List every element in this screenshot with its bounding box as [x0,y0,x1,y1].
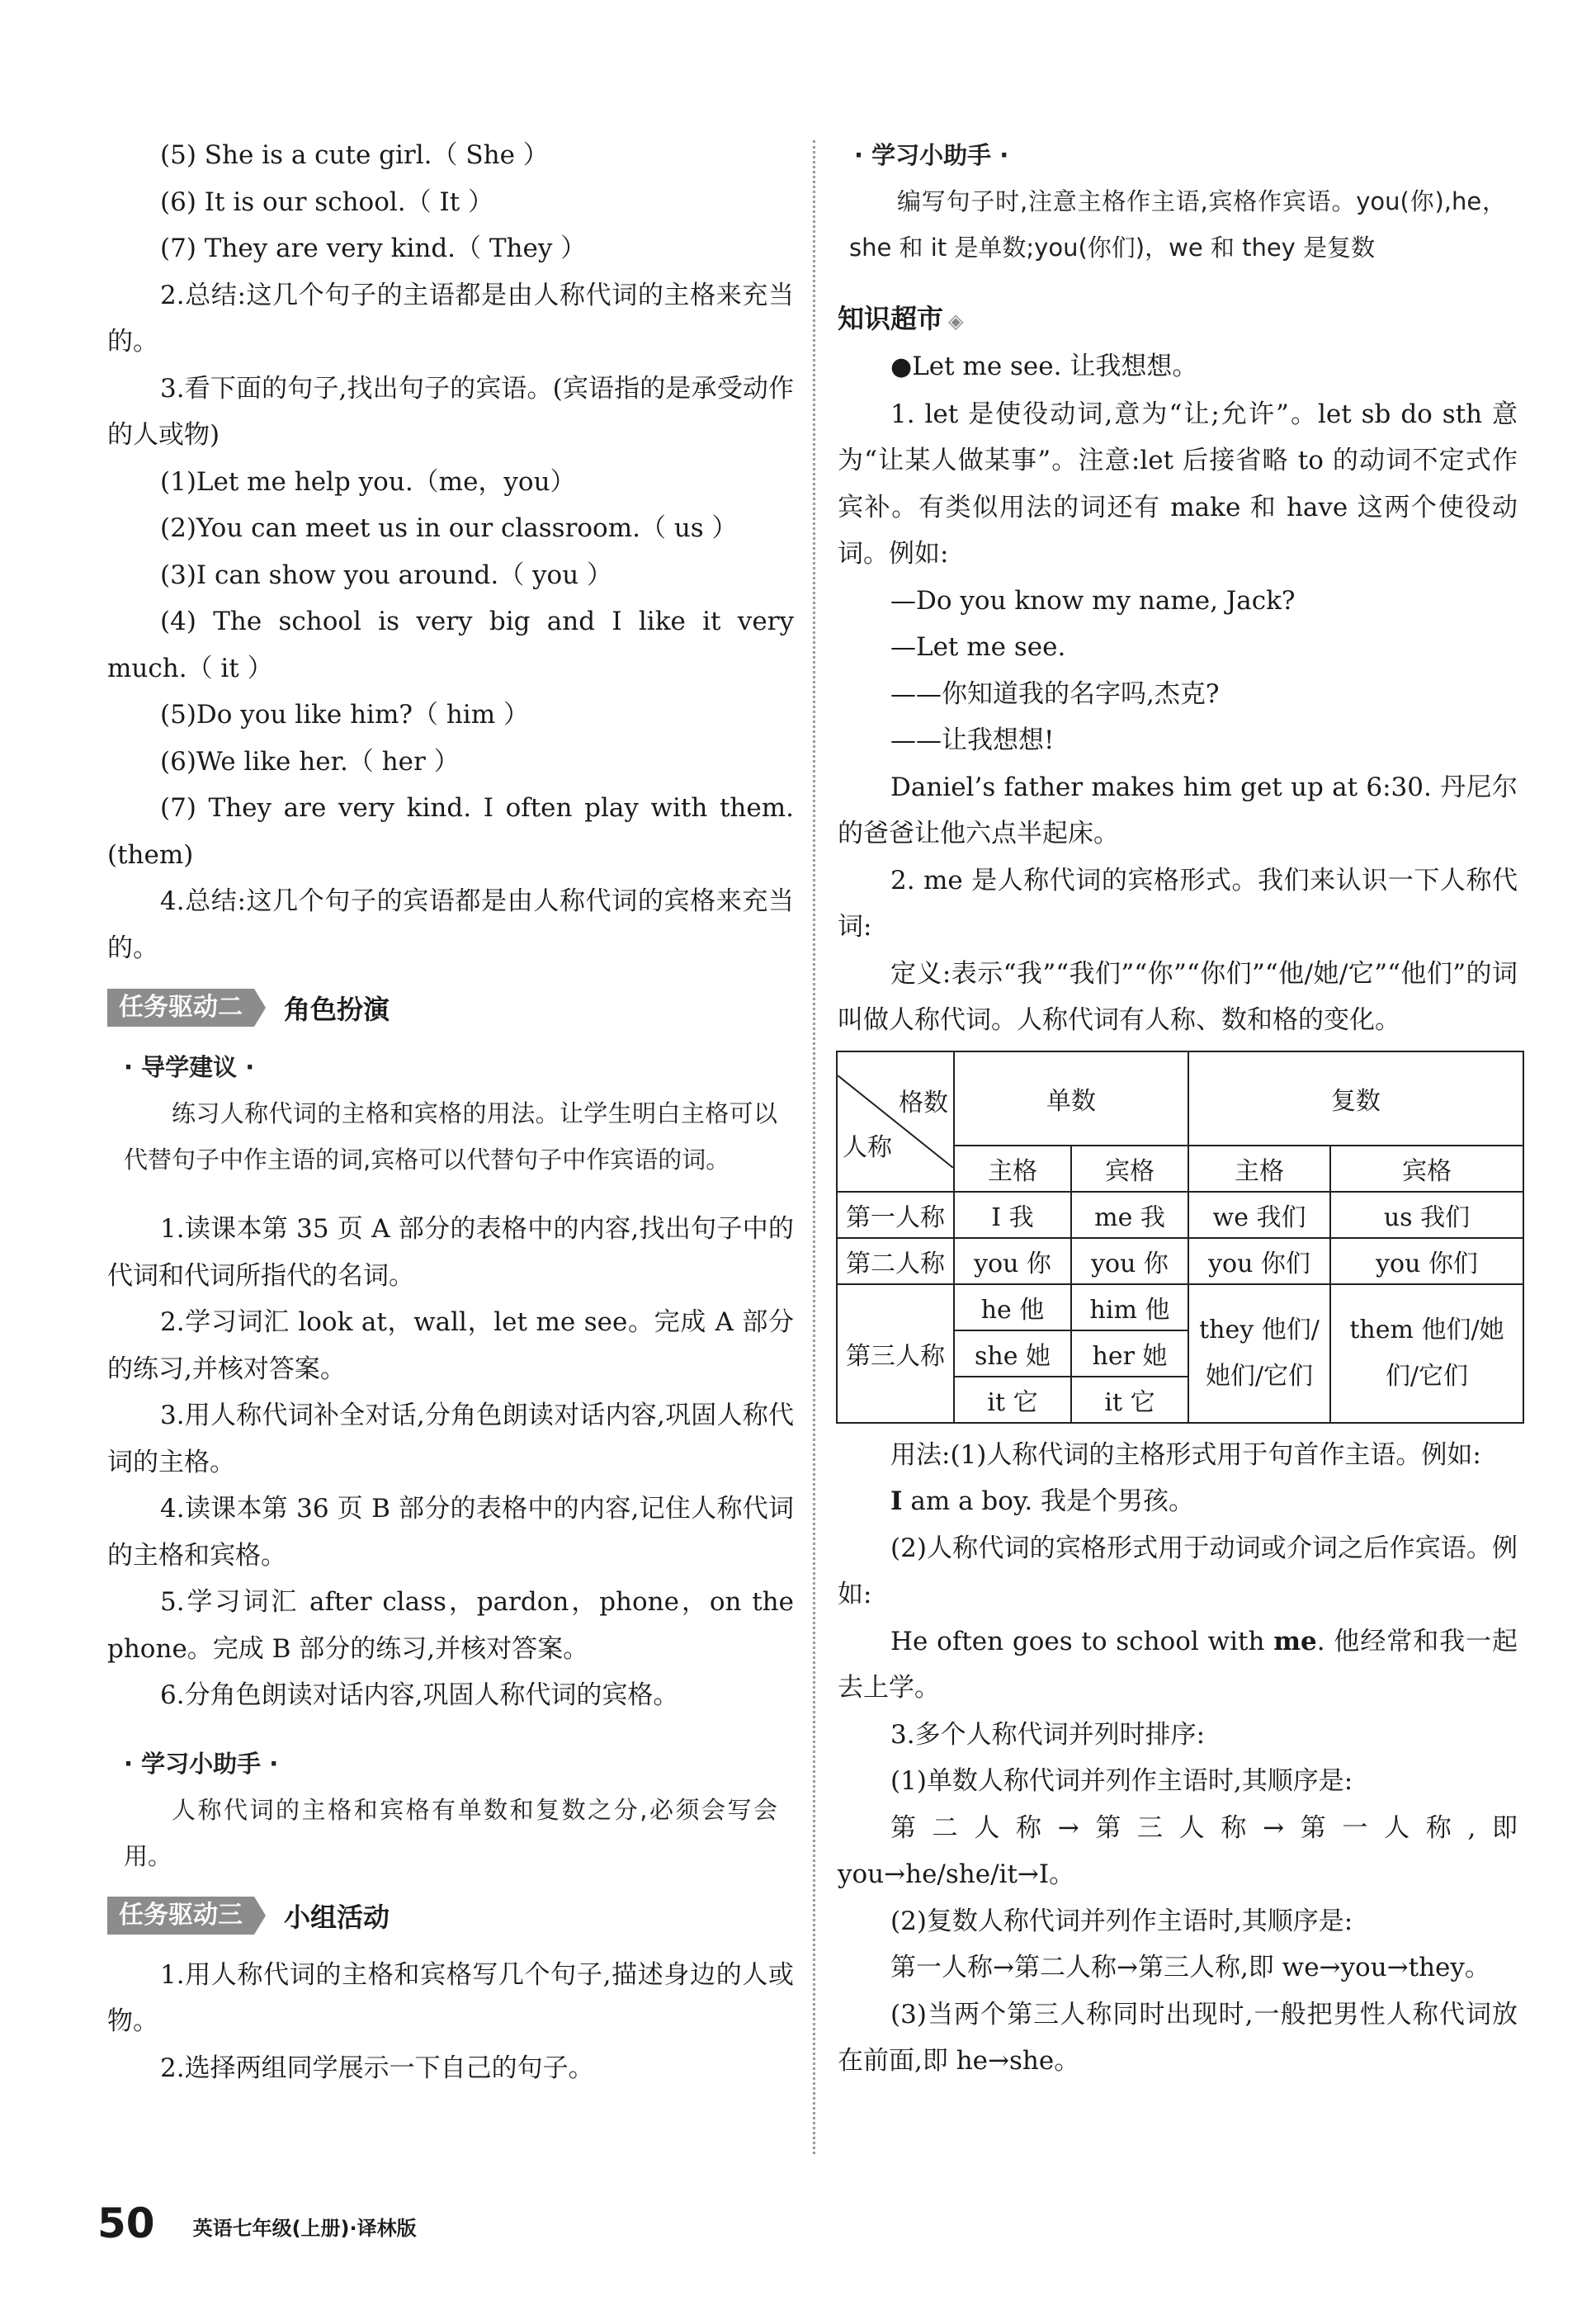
usage-paragraph: 用法:(1)人称代词的主格形式用于句首作主语。例如: [890,1439,1481,1470]
example-line: (7) They are very kind. I often play with them.(them) [107,793,794,870]
dialogue-line: —Let me see. [890,632,1066,662]
table-cell: he 他 [954,1284,1071,1330]
guide-label: · 导学建议 · [124,1053,255,1081]
header-objective: 宾格 [1071,1146,1188,1192]
table-cell: you 你们 [1188,1238,1330,1284]
example-line: (6) It is our school.（ It ） [160,187,494,217]
table-cell: her 她 [1071,1330,1188,1377]
table-cell: we 我们 [1188,1192,1330,1238]
book-title: 英语七年级(上册)·译林版 [192,2217,417,2240]
table-cell: me 我 [1071,1192,1188,1238]
helper-text: 人称代词的主格和宾格有单数和复数之分,必须会写会用。 [124,1795,777,1870]
group-step: 2.选择两组同学展示一下自己的句子。 [160,2053,594,2083]
guide-text: 练习人称代词的主格和宾格的用法。让学生明白主格可以代替句子中作主语的词,宾格可以代替句子中作宾语的词。 [124,1099,777,1174]
left-column [107,132,794,2091]
order-rule: 第二人称→第三人称→第一人称,即 you→he/she/it→I。 [838,1812,1518,1889]
example-sentence: Daniel’s father makes him get up at 6:30. 丹尼尔的爸爸让他六点半起床。 [838,772,1518,848]
row-label-third: 第三人称 [837,1284,954,1423]
page-footer [97,2199,417,2247]
usage-example: I am a boy. 我是个男孩。 [890,1486,1195,1516]
knowledge-paragraph: 2. me 是人称代词的宾格形式。我们来认识一下人称代词: [838,865,1518,942]
header-nominative: 主格 [954,1146,1071,1192]
summary-paragraph: 2.总结:这几个句子的主语都是由人称代词的主格来充当的。 [107,280,794,357]
right-column [838,132,1518,2085]
usage-paragraph: (2)人称代词的宾格形式用于动词或介词之后作宾语。例如: [838,1533,1518,1609]
table-corner: 格数 人称 [837,1051,954,1192]
table-cell: they 他们/她们/它们 [1188,1284,1330,1423]
step-paragraph: 4.读课本第 36 页 B 部分的表格中的内容,记住人称代词的主格和宾格。 [107,1494,794,1571]
page-number: 50 [97,2199,155,2247]
table-cell: you 你 [954,1238,1071,1284]
order-rule: (1)单数人称代词并列作主语时,其顺序是: [890,1766,1353,1796]
example-line: (4) The school is very big and I like it very much.（ it ） [107,607,794,683]
summary-paragraph: 4.总结:这几个句子的宾语都是由人称代词的宾格来充当的。 [107,886,794,963]
table-cell: him 他 [1071,1284,1188,1330]
usage-example: He often goes to school with me. 他经常和我一起去上学。 [838,1626,1518,1703]
step-paragraph: 5.学习词汇 after class，pardon，phone，on the phone。完成 B 部分的练习,并核对答案。 [107,1587,794,1664]
order-rule: (2)复数人称代词并列作主语时,其顺序是: [890,1906,1353,1936]
step-paragraph: 6.分角色朗读对话内容,巩固人称代词的宾格。 [160,1680,679,1710]
helper-label: · 学习小助手 · [124,1749,279,1778]
table-cell: it 它 [1071,1377,1188,1423]
group-step: 1.用人称代词的主格和宾格写几个句子,描述身边的人或物。 [107,1959,794,2036]
table-cell: you 你们 [1330,1238,1523,1284]
header-plural: 复数 [1188,1051,1523,1146]
definition-paragraph: 定义:表示“我”“我们”“你”“你们”“他/她/它”“他们”的词叫做人称代词。人称代词有人称、数和格的变化。 [838,958,1518,1035]
example-line: (5)Do you like him?（ him ） [160,700,529,730]
table-cell: us 我们 [1330,1192,1523,1238]
example-line: (2)You can meet us in our classroom.（ us ） [160,513,738,543]
example-line: (3)I can show you around.（ you ） [160,560,613,590]
pronoun-table [836,1051,1524,1424]
diamond-arrow-icon: ◈ [948,309,964,333]
dialogue-line: ——让我想想! [890,725,1055,755]
task-title: 小组活动 [284,1901,390,1933]
knowledge-paragraph: 3.多个人称代词并列时排序: [890,1719,1206,1750]
row-label-first: 第一人称 [837,1192,954,1238]
dialogue-line: —Do you know my name, Jack? [890,585,1296,616]
header-singular: 单数 [954,1051,1188,1146]
key-phrase: ●Let me see. 让我想想。 [890,352,1198,381]
dialogue-line: ——你知道我的名字吗,杰克? [890,678,1220,709]
example-line: (1)Let me help you.（me，you） [160,466,576,497]
task-tag: 任务驱动三 [107,1897,254,1935]
market-title: 知识超市 [838,303,944,334]
task-title: 角色扮演 [284,994,390,1025]
example-line: (6)We like her.（ her ） [160,746,460,777]
order-rule: 第一人称→第二人称→第三人称,即 we→you→they。 [890,1953,1490,1982]
example-line: (7) They are very kind.（ They ） [160,234,587,263]
helper-text: 编写句子时,注意主格作主语,宾格作宾语。you(你),he，she 和 it 是单数;you(你们)，we 和 they 是复数 [849,187,1506,262]
knowledge-market-heading [838,294,1518,343]
task-heading-2 [107,985,794,1031]
column-divider [813,140,815,2154]
order-rule: (3)当两个第三人称同时出现时,一般把男性人称代词放在前面,即 he→she。 [838,1999,1518,2076]
table-cell: them 他们/她们/它们 [1330,1284,1523,1423]
knowledge-paragraph: 1. let 是使役动词,意为“让;允许”。let sb do sth 意为“让某人做某事”。注意:let 后接省略 to 的动词不定式作宾补。有类似用法的词还有 make 和 have 这两个使役动词。例如: [838,399,1518,569]
table-cell: it 它 [954,1377,1071,1423]
bullet-icon: ● [890,352,913,381]
task-tag: 任务驱动二 [107,989,254,1027]
step-paragraph: 2.学习词汇 look at，wall，let me see。完成 A 部分的练习,并核对答案。 [107,1307,794,1384]
step-paragraph: 1.读课本第 35 页 A 部分的表格中的内容,找出句子中的代词和代词所指代的名词。 [107,1214,794,1291]
helper-label: · 学习小助手 · [854,141,1009,169]
step-paragraph: 3.用人称代词补全对话,分角色朗读对话内容,巩固人称代词的主格。 [107,1401,794,1477]
table-cell: you 你 [1071,1238,1188,1284]
row-label-second: 第二人称 [837,1238,954,1284]
header-objective: 宾格 [1330,1146,1523,1192]
table-cell: she 她 [954,1330,1071,1377]
table-cell: I 我 [954,1192,1071,1238]
example-line: (5) She is a cute girl.（ She ） [160,140,549,170]
task-heading-3 [107,1892,794,1939]
header-nominative: 主格 [1188,1146,1330,1192]
instruction-paragraph: 3.看下面的句子,找出句子的宾语。(宾语指的是承受动作的人或物) [107,373,794,450]
